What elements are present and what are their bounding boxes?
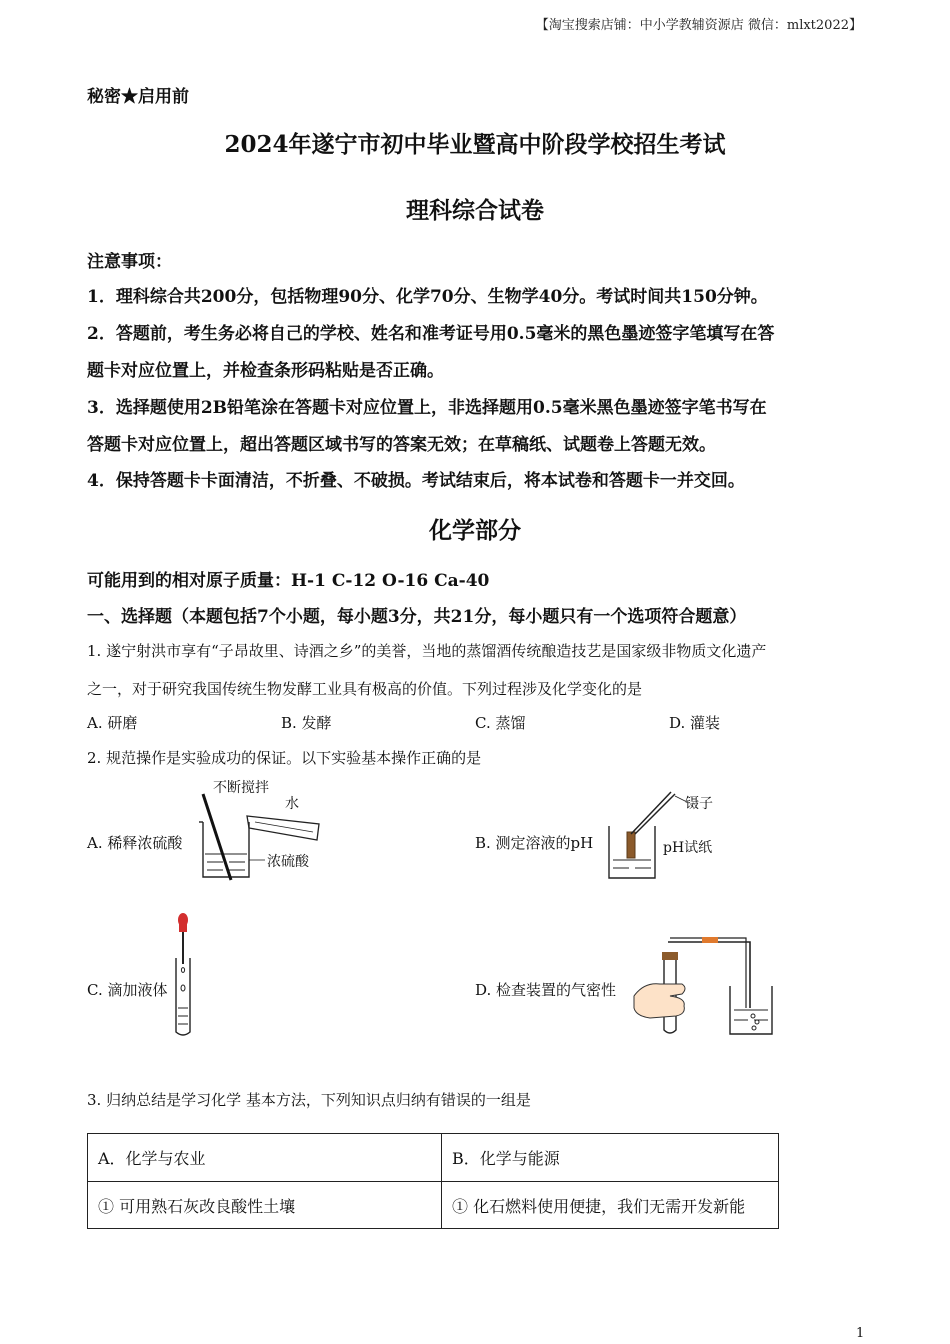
q1-stem-line-2: 之一，对于研究我国传统生物发酵工业具有极高的价值。下列过程涉及化学变化的是 (87, 680, 643, 698)
notice-line-1: 1．理科综合共200分，包括物理90分、化学70分、生物学40分。考试时间共150分钟。 (87, 287, 768, 307)
paper-title: 理科综合试卷 (406, 197, 544, 224)
page-number: 1 (856, 1326, 865, 1341)
q1-option-b: B. 发酵 (281, 714, 332, 732)
table-row (88, 1182, 779, 1229)
stir-label: 不断搅拌 (213, 780, 269, 796)
q2-option-a: A. 稀释浓硫酸 (87, 834, 183, 852)
header-note: 【淘宝搜索店铺：中小学教辅资源店 微信：mlxt2022】 (535, 18, 862, 33)
table-row (88, 1134, 779, 1182)
q2-option-b: B. 测定溶液的pH (475, 834, 594, 852)
q3-table (87, 1133, 779, 1229)
tweezers-label: 镊子 (685, 796, 713, 812)
table-cell: ① 可用熟石灰改良酸性土壤 (88, 1182, 442, 1229)
table-cell: B．化学与能源 (442, 1134, 779, 1182)
atomic-masses: 可能用到的相对原子质量：H-1 C-12 O-16 Ca-40 (87, 571, 490, 591)
airtight-check-figure (630, 936, 790, 1040)
q1-option-a: A. 研磨 (87, 714, 138, 732)
section-title: 化学部分 (429, 517, 521, 544)
table-cell: ① 化石燃料使用便捷，我们无需开发新能 (442, 1182, 779, 1229)
water-label: 水 (285, 796, 299, 812)
notice-line-3a: 3．选择题使用2B铅笔涂在答题卡对应位置上，非选择题用0.5毫米黑色墨迹签字笔书写在 (87, 398, 767, 418)
acid-label: 浓硫酸 (267, 854, 309, 870)
notice-line-4: 4．保持答题卡卡面清洁，不折叠、不破损。考试结束后，将本试卷和答题卡一并交回。 (87, 471, 745, 491)
secret-label: 秘密★启用前 (87, 87, 189, 107)
table-cell: A．化学与农业 (88, 1134, 442, 1182)
q1-option-d: D. 灌装 (669, 714, 721, 732)
ph-paper-label: pH试纸 (663, 840, 713, 856)
q1-option-c: C. 蒸馏 (475, 714, 526, 732)
q1-stem-line-1: 1. 遂宁射洪市享有“子昂故里、诗酒之乡”的美誉，当地的蒸馏酒传统酿造技艺是国家级非物质文化遗产 (87, 642, 767, 660)
notice-line-3b: 答题卡对应位置上，超出答题区域书写的答案无效；在草稿纸、试题卷上答题无效。 (87, 435, 716, 455)
notice-heading: 注意事项： (87, 252, 172, 272)
q2-option-c: C. 滴加液体 (87, 981, 168, 999)
dilute-acid-figure (195, 776, 335, 886)
exam-title: 2024年遂宁市初中毕业暨高中阶段学校招生考试 (224, 131, 726, 158)
part-one-heading: 一、选择题（本题包括7个小题，每小题3分，共21分，每小题只有一个选项符合题意） (87, 607, 747, 627)
q2-stem: 2. 规范操作是实验成功的保证。以下实验基本操作正确的是 (87, 749, 482, 767)
notice-line-2a: 2．答题前，考生务必将自己的学校、姓名和准考证号用0.5毫米的黑色墨迹签字笔填写在答 (87, 324, 775, 344)
q3-stem: 3. 归纳总结是学习化学 基本方法，下列知识点归纳有错误的一组是 (87, 1091, 531, 1109)
notice-line-2b: 题卡对应位置上，并检查条形码粘贴是否正确。 (87, 361, 444, 381)
ph-test-figure (605, 788, 725, 883)
dropper-figure (170, 912, 200, 1040)
q2-option-d: D. 检查装置的气密性 (475, 981, 617, 999)
